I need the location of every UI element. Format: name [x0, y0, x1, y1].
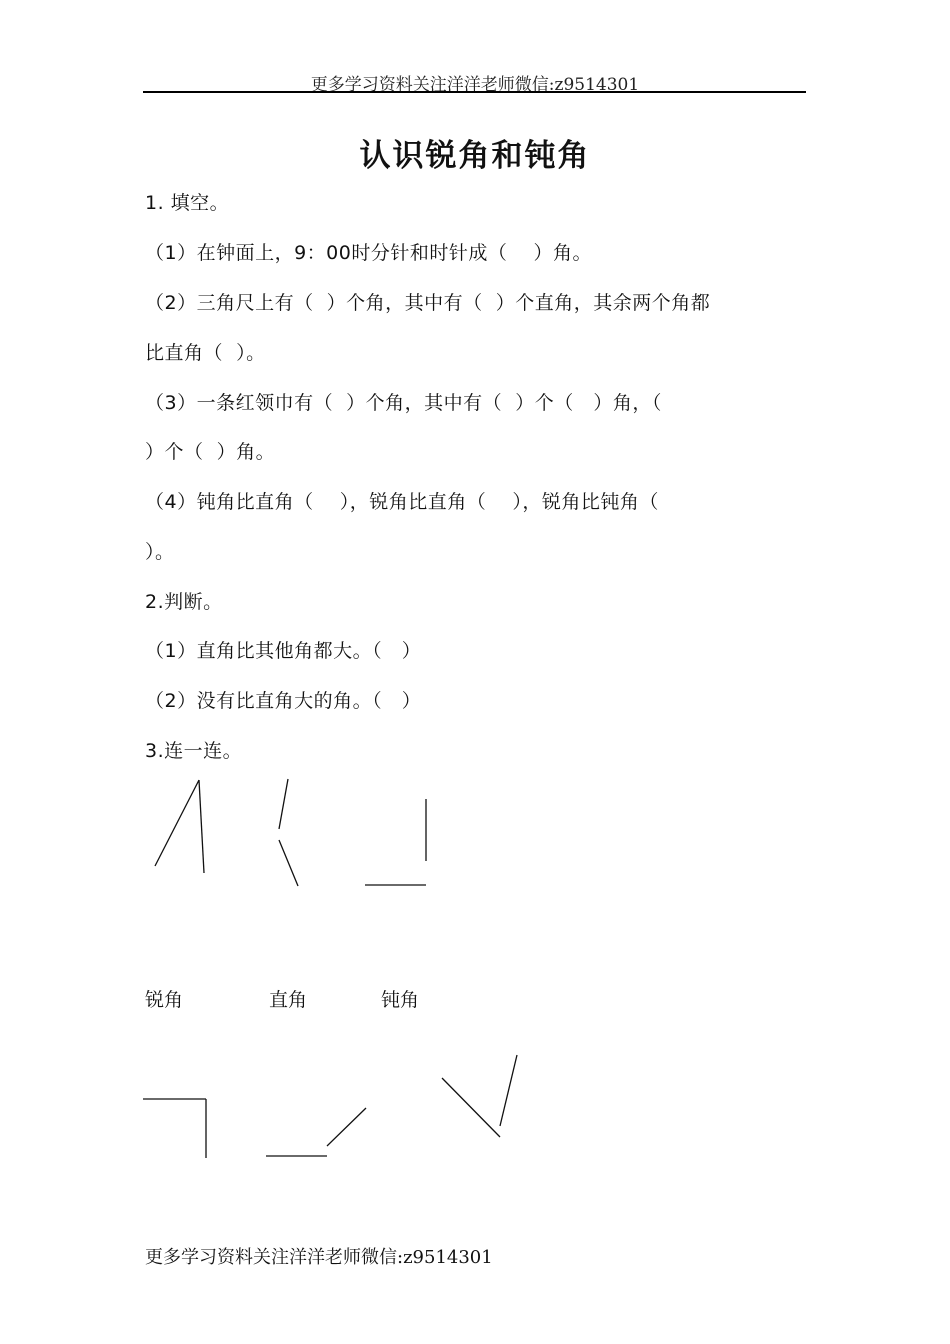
section1-line-4: （3）一条红领巾有（ ）个角，其中有（ ）个（ ）角，（	[145, 392, 662, 414]
label-right: 直角	[269, 989, 308, 1011]
section2-heading: 2.判断。	[145, 591, 223, 613]
section1-line-7: ）。	[145, 541, 175, 563]
label-obtuse: 钝角	[381, 989, 420, 1011]
section3-heading: 3.连一连。	[145, 740, 243, 762]
page-footer: 更多学习资料关注洋洋老师微信:z9514301	[145, 1247, 493, 1268]
acute-angle-figure-top-1	[155, 780, 204, 873]
obtuse-angle-figure-bottom-2	[266, 1108, 366, 1156]
obtuse-angle-figure-top-2	[279, 779, 298, 886]
label-acute: 锐角	[145, 989, 184, 1011]
section1-heading: 1. 填空。	[145, 192, 230, 214]
section1-line-1: （1）在钟面上，9：00时分针和时针成（ ）角。	[145, 242, 593, 264]
section1-line-5: ）个（ ）角。	[145, 441, 276, 463]
section1-line-6: （4）钝角比直角（ ），锐角比直角（ ），锐角比钝角（	[145, 491, 659, 513]
section2-line-2: （2）没有比直角大的角。（ ）	[145, 690, 422, 712]
right-angle-figure-bottom-1	[143, 1099, 206, 1158]
page-title: 认识锐角和钝角	[359, 138, 591, 174]
acute-angle-figure-bottom-3	[442, 1055, 517, 1137]
page-header: 更多学习资料关注洋洋老师微信:z9514301	[310, 75, 640, 95]
right-angle-figure-top-3	[365, 799, 426, 885]
section2-line-1: （1）直角比其他角都大。（ ）	[145, 640, 422, 662]
section1-line-2: （2）三角尺上有（ ）个角，其中有（ ）个直角，其余两个角都	[145, 292, 711, 314]
section1-line-3: 比直角（ ）。	[145, 342, 266, 364]
